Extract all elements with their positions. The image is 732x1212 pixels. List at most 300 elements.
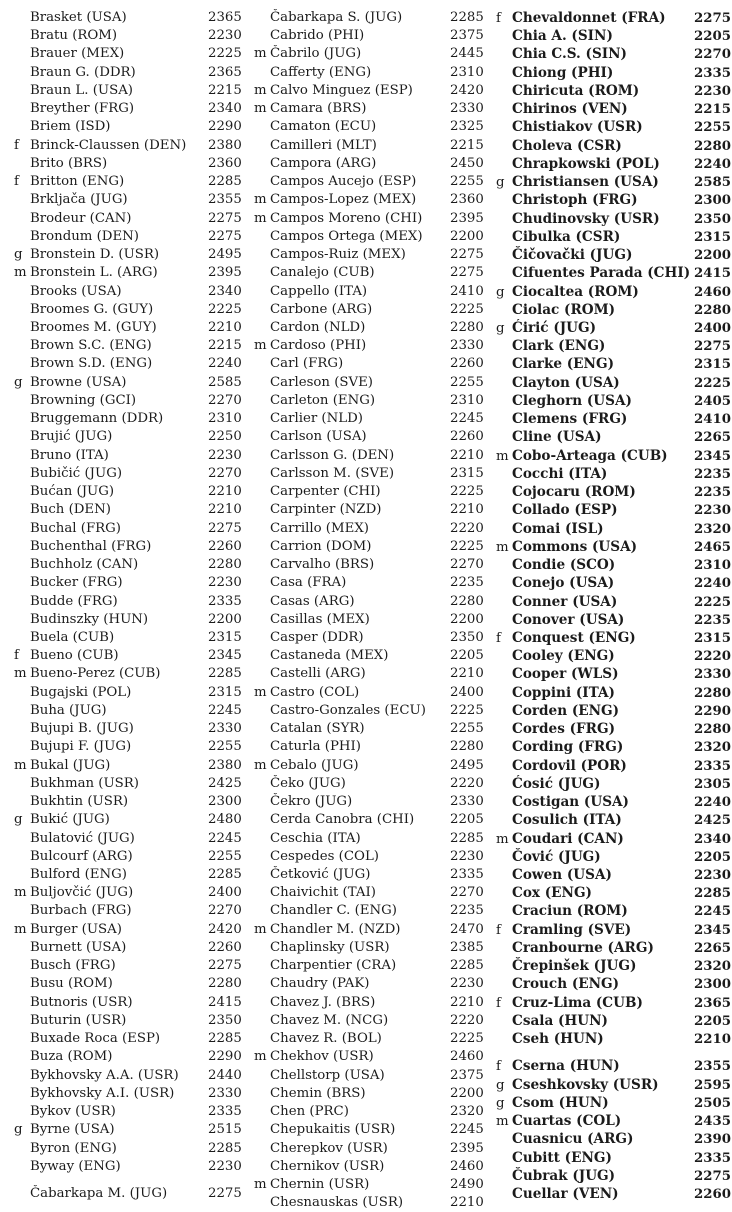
player-row <box>14 629 240 647</box>
player-row <box>14 64 240 82</box>
player-rating: 2415 <box>694 266 732 282</box>
player-row <box>496 501 732 519</box>
player-name: Chandler M. (NZD) <box>270 921 401 937</box>
player-name: Chavez J. (BRS) <box>270 994 376 1010</box>
player-name: Campos Aucejo (ESP) <box>270 174 417 190</box>
player-name: Cox (ENG) <box>512 885 592 902</box>
player-row <box>254 45 482 63</box>
player-name: Čeko (JUG) <box>270 775 346 791</box>
player-rating: 2230 <box>208 447 242 463</box>
player-name: Chepukaitis (USR) <box>270 1122 396 1138</box>
player-rating: 2210 <box>208 319 242 335</box>
title-marker: g <box>14 374 23 390</box>
player-name: Bueno-Perez (CUB) <box>30 666 161 682</box>
player-rating: 2340 <box>694 831 732 847</box>
player-row <box>14 27 240 45</box>
player-row <box>254 702 482 720</box>
player-name: Brodeur (CAN) <box>30 210 132 226</box>
player-rating: 2280 <box>450 739 484 755</box>
player-name: Busch (FRG) <box>30 958 116 974</box>
player-name: Buchenthal (FRG) <box>30 538 152 554</box>
player-name: Cobo-Arteaga (CUB) <box>512 447 668 464</box>
player-row <box>14 45 240 63</box>
player-name: Browne (USA) <box>30 374 127 390</box>
player-name: Brown S.C. (ENG) <box>30 338 152 354</box>
player-name: Chernin (USR) <box>270 1177 370 1192</box>
player-name: Chaudry (PAK) <box>270 976 370 992</box>
player-rating: 2275 <box>450 247 484 263</box>
player-name: Canalejo (CUB) <box>270 265 375 281</box>
player-rating: 2365 <box>694 995 732 1011</box>
player-rating: 2285 <box>208 1031 242 1047</box>
player-rating: 2440 <box>208 1067 242 1083</box>
player-name: Carlier (NLD) <box>270 411 363 427</box>
player-rating: 2245 <box>694 904 732 920</box>
player-name: Burnett (USA) <box>30 939 127 955</box>
player-rating: 2230 <box>450 848 484 864</box>
player-rating: 2290 <box>694 703 732 719</box>
player-rating: 2405 <box>694 393 732 409</box>
player-row <box>496 884 732 902</box>
player-name: Campos-Ruiz (MEX) <box>270 247 406 263</box>
player-name: Bykhovsky A.A. (USR) <box>30 1067 179 1083</box>
player-name: Chemin (BRS) <box>270 1085 366 1101</box>
player-name: Brown S.D. (ENG) <box>30 356 153 372</box>
player-name: Casas (ARG) <box>270 593 355 609</box>
player-rating: 2255 <box>450 374 484 390</box>
player-row <box>496 1012 732 1030</box>
player-name: Čabarkapa S. (JUG) <box>270 10 403 25</box>
player-name: Casillas (MEX) <box>270 611 370 627</box>
player-row <box>496 1094 732 1112</box>
player-name: Buturin (USR) <box>30 1012 127 1028</box>
player-row <box>14 720 240 738</box>
player-row <box>496 210 732 228</box>
player-rating: 2465 <box>694 539 732 555</box>
player-rating: 2460 <box>450 1049 484 1065</box>
player-rating: 2460 <box>694 284 732 300</box>
player-row <box>14 447 240 465</box>
player-row <box>254 337 482 355</box>
player-rating: 2335 <box>450 867 484 883</box>
player-row <box>254 264 482 282</box>
player-rating: 2315 <box>694 229 732 245</box>
player-row <box>496 173 732 191</box>
player-name: Buljovčić (JUG) <box>30 885 134 901</box>
player-name: Chekhov (USR) <box>270 1049 374 1065</box>
player-rating: 2360 <box>208 155 242 171</box>
player-row <box>14 538 240 556</box>
player-name: Buchholz (CAN) <box>30 557 139 573</box>
player-name: Condie (SCO) <box>512 557 616 574</box>
player-rating: 2215 <box>694 102 732 118</box>
player-rating: 2280 <box>694 138 732 154</box>
player-rating: 2235 <box>694 485 732 501</box>
player-name: Cojocaru (ROM) <box>512 484 636 501</box>
player-name: Conover (USA) <box>512 611 625 628</box>
player-name: Bueno (CUB) <box>30 648 119 664</box>
player-name: Carbone (ARG) <box>270 301 373 317</box>
player-row <box>496 1130 732 1148</box>
player-row <box>254 811 482 829</box>
player-name: Chiong (PHI) <box>512 64 614 81</box>
player-rating: 2240 <box>694 795 732 811</box>
player-name: Brujić (JUG) <box>30 429 113 445</box>
title-marker: m <box>254 921 267 937</box>
player-name: Ceschia (ITA) <box>270 830 361 846</box>
player-name: Bukhman (USR) <box>30 775 139 791</box>
player-name: Bronstein L. (ARG) <box>30 265 158 281</box>
player-row <box>254 994 482 1012</box>
player-rating: 2210 <box>450 994 484 1010</box>
player-name: Bucker (FRG) <box>30 575 123 591</box>
player-rating: 2420 <box>208 921 242 937</box>
title-marker: m <box>254 338 267 354</box>
player-rating: 2240 <box>208 356 242 372</box>
player-rating: 2255 <box>450 174 484 190</box>
player-row <box>496 1057 732 1075</box>
player-row <box>254 27 482 45</box>
player-name: Čubrak (JUG) <box>512 1167 616 1184</box>
player-rating: 2415 <box>208 994 242 1010</box>
player-row <box>254 684 482 702</box>
player-row <box>254 520 482 538</box>
player-name: Bujupi F. (JUG) <box>30 739 132 755</box>
player-row <box>496 337 732 355</box>
player-name: Četković (JUG) <box>270 867 371 883</box>
player-rating: 2200 <box>450 1085 484 1101</box>
player-row <box>14 501 240 519</box>
player-rating: 2515 <box>208 1122 242 1138</box>
player-name: Bruno (ITA) <box>30 447 109 463</box>
player-name: Chrapkowski (POL) <box>512 155 660 172</box>
player-rating: 2270 <box>208 392 242 408</box>
player-rating: 2285 <box>694 886 732 902</box>
player-rating: 2205 <box>450 648 484 664</box>
player-name: Brasket (USA) <box>30 10 127 25</box>
player-row <box>254 647 482 665</box>
player-rating: 2350 <box>208 1012 242 1028</box>
player-row <box>254 921 482 939</box>
player-name: Cuellar (VEN) <box>512 1186 619 1202</box>
player-name: Cooley (ENG) <box>512 648 615 665</box>
player-rating: 2290 <box>208 1049 242 1065</box>
player-rating: 2210 <box>450 502 484 518</box>
player-name: Choleva (CSR) <box>512 137 622 154</box>
player-name: Bujupi B. (JUG) <box>30 721 134 737</box>
player-rating: 2340 <box>208 283 242 299</box>
player-row <box>14 374 240 392</box>
player-row <box>14 410 240 428</box>
player-rating: 2385 <box>450 939 484 955</box>
player-row <box>14 9 240 27</box>
player-rating: 2280 <box>208 557 242 573</box>
player-row <box>496 1112 732 1130</box>
player-row <box>14 738 240 756</box>
player-name: Carleton (ENG) <box>270 392 376 408</box>
player-name: Castro (COL) <box>270 684 360 700</box>
player-name: Bukhtin (USR) <box>30 794 129 810</box>
player-row <box>254 830 482 848</box>
player-row <box>14 994 240 1012</box>
player-row <box>254 884 482 902</box>
player-row <box>14 210 240 228</box>
player-name: Čović (JUG) <box>512 848 601 865</box>
player-row <box>496 155 732 173</box>
player-rating: 2270 <box>450 885 484 901</box>
player-rating: 2460 <box>450 1158 484 1174</box>
player-rating: 2205 <box>694 29 732 45</box>
player-rating: 2250 <box>208 429 242 445</box>
player-name: Bukić (JUG) <box>30 812 110 828</box>
player-name: Cording (FRG) <box>512 739 624 756</box>
player-rating: 2360 <box>450 192 484 208</box>
player-row <box>254 319 482 337</box>
player-rating: 2330 <box>208 721 242 737</box>
player-name: Cserna (HUN) <box>512 1058 620 1075</box>
player-rating: 2285 <box>208 666 242 682</box>
player-rating: 2280 <box>694 722 732 738</box>
title-marker: m <box>254 1177 267 1192</box>
player-row <box>496 301 732 319</box>
player-rating: 2245 <box>450 411 484 427</box>
player-rating: 2225 <box>450 702 484 718</box>
player-rating: 2285 <box>208 174 242 190</box>
player-rating: 2400 <box>208 885 242 901</box>
player-name: Chudinovsky (USR) <box>512 210 660 227</box>
player-row <box>14 283 240 301</box>
player-rating: 2395 <box>450 1140 484 1156</box>
player-row <box>14 702 240 720</box>
player-name: Charpentier (CRA) <box>270 958 397 974</box>
title-marker: g <box>14 247 23 263</box>
player-row <box>14 82 240 100</box>
player-row <box>14 1158 240 1176</box>
player-rating: 2375 <box>450 28 484 44</box>
player-name: Bulatović (JUG) <box>30 830 135 846</box>
player-row <box>254 228 482 246</box>
player-name: Castaneda (MEX) <box>270 648 389 664</box>
player-name: Clarke (ENG) <box>512 356 615 373</box>
player-row <box>496 1167 732 1185</box>
player-row <box>496 118 732 136</box>
player-row <box>496 665 732 683</box>
player-name: Ćirić (JUG) <box>512 319 597 336</box>
player-rating: 2310 <box>450 64 484 80</box>
player-name: Carrillo (MEX) <box>270 520 369 536</box>
player-row <box>496 374 732 392</box>
player-row <box>14 848 240 866</box>
player-rating: 2265 <box>694 430 732 446</box>
player-rating: 2210 <box>694 1032 732 1048</box>
player-row <box>254 118 482 136</box>
player-row <box>14 647 240 665</box>
player-rating: 2410 <box>450 283 484 299</box>
player-column-3 <box>496 9 732 1203</box>
player-name: Cruz-Lima (CUB) <box>512 994 643 1011</box>
player-rating: 2315 <box>450 465 484 481</box>
title-marker: m <box>254 192 267 208</box>
player-rating: 2260 <box>208 538 242 554</box>
player-name: Cerda Canobra (CHI) <box>270 812 415 828</box>
player-name: Bugajski (POL) <box>30 684 132 700</box>
player-row <box>254 738 482 756</box>
player-rating: 2210 <box>450 666 484 682</box>
player-rating: 2345 <box>694 448 732 464</box>
player-rating: 2275 <box>694 1168 732 1184</box>
player-rating: 2330 <box>450 338 484 354</box>
player-row <box>14 866 240 884</box>
player-row <box>14 830 240 848</box>
title-marker: m <box>496 831 509 847</box>
player-rating: 2280 <box>450 593 484 609</box>
player-row <box>496 593 732 611</box>
player-name: Campos-Lopez (MEX) <box>270 192 417 208</box>
title-marker: g <box>14 1122 23 1138</box>
player-rating: 2225 <box>450 538 484 554</box>
player-rating: 2395 <box>450 210 484 226</box>
player-rating: 2280 <box>694 302 732 318</box>
player-row <box>254 137 482 155</box>
player-row <box>496 465 732 483</box>
player-rating: 2225 <box>208 46 242 62</box>
player-row <box>14 191 240 209</box>
title-marker: m <box>496 539 509 555</box>
player-rating: 2270 <box>208 903 242 919</box>
player-row <box>496 520 732 538</box>
player-rating: 2420 <box>450 82 484 98</box>
player-row <box>496 647 732 665</box>
player-name: Ciocaltea (ROM) <box>512 283 639 300</box>
title-marker: m <box>496 448 509 464</box>
player-row <box>496 283 732 301</box>
title-marker: f <box>496 995 501 1011</box>
player-row <box>254 9 482 27</box>
player-rating: 2380 <box>208 137 242 153</box>
player-name: Cordovil (POR) <box>512 757 627 774</box>
player-rating: 2230 <box>208 575 242 591</box>
player-rating: 2400 <box>694 320 732 336</box>
player-row <box>254 975 482 993</box>
player-row <box>254 1158 482 1176</box>
title-marker: f <box>496 1059 501 1075</box>
player-row <box>496 447 732 465</box>
player-rating: 2585 <box>694 175 732 191</box>
player-name: Carpenter (CHI) <box>270 484 381 500</box>
player-rating: 2375 <box>450 1067 484 1083</box>
player-rating: 2400 <box>450 684 484 700</box>
title-marker: m <box>14 921 27 937</box>
player-rating: 2490 <box>450 1177 484 1192</box>
player-row <box>14 1185 240 1203</box>
player-name: Chavez R. (BOL) <box>270 1031 382 1047</box>
player-name: Carlson (USA) <box>270 429 367 445</box>
player-rating: 2435 <box>694 1114 732 1130</box>
player-row <box>14 1048 240 1066</box>
player-row <box>14 1103 240 1121</box>
player-row <box>254 1085 482 1103</box>
player-rating: 2235 <box>450 575 484 591</box>
player-row <box>496 100 732 118</box>
player-rating: 2260 <box>694 1187 732 1202</box>
player-row <box>14 593 240 611</box>
player-name: Budinszky (HUN) <box>30 611 149 627</box>
player-name: Bykov (USR) <box>30 1104 116 1120</box>
player-row <box>14 684 240 702</box>
player-row <box>254 355 482 373</box>
player-row <box>14 155 240 173</box>
player-name: Črepinšek (JUG) <box>512 958 637 975</box>
player-name: Britton (ENG) <box>30 174 125 190</box>
player-row <box>14 1067 240 1085</box>
player-name: Catalan (SYR) <box>270 721 365 737</box>
player-name: Cosulich (ITA) <box>512 812 622 829</box>
player-row <box>254 720 482 738</box>
player-name: Chaivichit (TAI) <box>270 885 376 901</box>
player-rating: 2225 <box>694 375 732 391</box>
title-marker: m <box>254 46 267 62</box>
player-rating: 2395 <box>208 265 242 281</box>
player-row <box>496 975 732 993</box>
player-row <box>496 775 732 793</box>
player-rating: 2260 <box>450 356 484 372</box>
player-name: Collado (ESP) <box>512 502 618 519</box>
player-name: Cramling (SVE) <box>512 921 632 938</box>
player-row <box>254 1140 482 1158</box>
player-rating: 2260 <box>208 939 242 955</box>
player-name: Butnoris (USR) <box>30 994 133 1010</box>
player-rating: 2285 <box>450 10 484 25</box>
player-row <box>254 665 482 683</box>
player-rating: 2235 <box>694 612 732 628</box>
player-rating: 2220 <box>694 649 732 665</box>
player-name: Byron (ENG) <box>30 1140 117 1156</box>
player-rating: 2205 <box>450 812 484 828</box>
player-name: Castro-Gonzales (ECU) <box>270 702 426 718</box>
player-row <box>14 137 240 155</box>
player-row <box>496 957 732 975</box>
player-rating: 2310 <box>694 558 732 574</box>
title-marker: m <box>254 1049 267 1065</box>
player-row <box>496 228 732 246</box>
player-row <box>254 410 482 428</box>
player-row <box>14 337 240 355</box>
player-row <box>254 574 482 592</box>
player-name: Budde (FRG) <box>30 593 118 609</box>
player-name: Buch (DEN) <box>30 502 111 518</box>
player-name: Coudari (CAN) <box>512 830 624 847</box>
player-row <box>14 957 240 975</box>
player-name: Cafferty (ENG) <box>270 64 372 80</box>
player-name: Carvalho (BRS) <box>270 557 375 573</box>
player-row <box>254 611 482 629</box>
player-rating: 2235 <box>694 466 732 482</box>
player-row <box>496 902 732 920</box>
title-marker: m <box>14 666 27 682</box>
player-name: Briem (ISD) <box>30 119 111 135</box>
player-name: Clemens (FRG) <box>512 411 628 428</box>
player-rating: 2275 <box>208 210 242 226</box>
player-name: Braun G. (DDR) <box>30 64 136 80</box>
player-row <box>254 939 482 957</box>
player-rating: 2365 <box>208 10 242 25</box>
player-name: Brito (BRS) <box>30 155 108 171</box>
player-name: Buza (ROM) <box>30 1049 113 1065</box>
player-name: Buchal (FRG) <box>30 520 121 536</box>
player-rating: 2230 <box>694 868 732 884</box>
player-row <box>496 684 732 702</box>
player-row <box>496 246 732 264</box>
